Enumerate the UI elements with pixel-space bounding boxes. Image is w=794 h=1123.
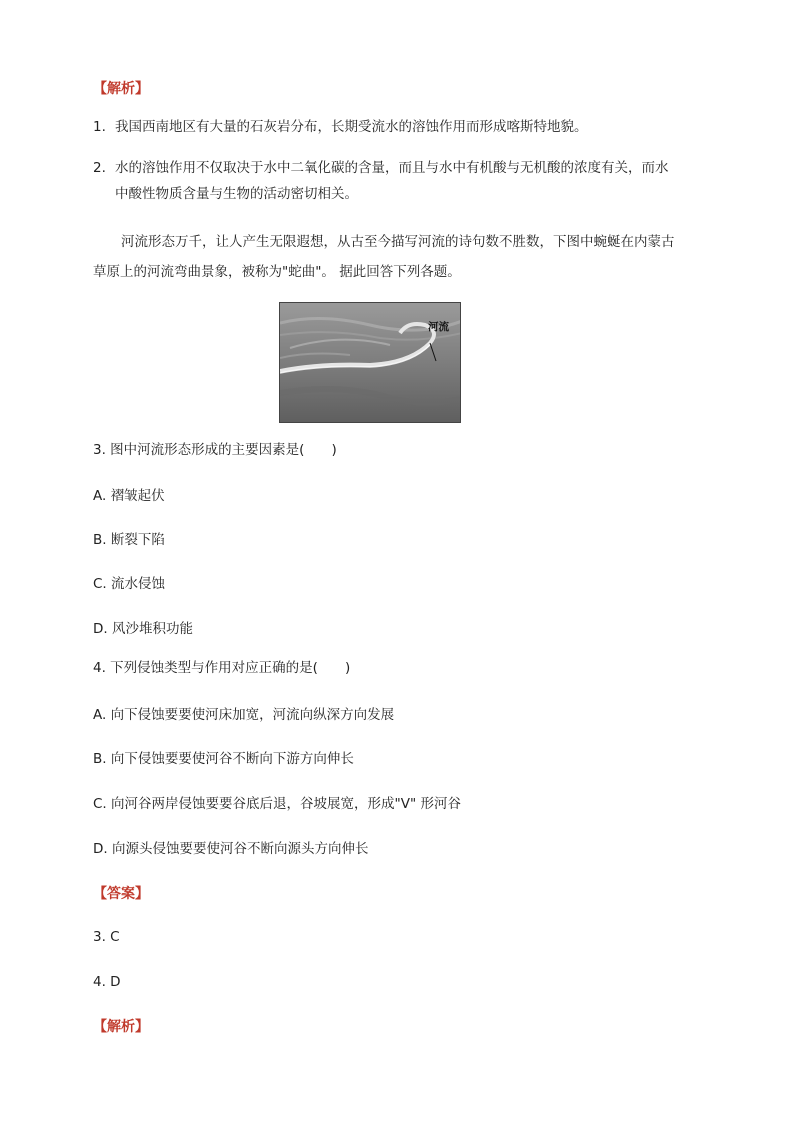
meander-river-figure — [279, 302, 461, 423]
analysis-item-2-continued: 中酸性物质含量与生物的活动密切相关。 — [115, 186, 358, 202]
question-3-stem: 3. 图中河流形态形成的主要因素是( ) — [93, 442, 337, 458]
question-4-stem: 4. 下列侵蚀类型与作用对应正确的是( ) — [93, 660, 351, 676]
analysis-item-2 — [93, 158, 669, 178]
q4-option-c: C. 向河谷两岸侵蚀要要谷底后退，谷坡展宽，形成"V" 形河谷 — [93, 796, 461, 812]
q4-option-b: B. 向下侵蚀要要使河谷不断向下游方向伸长 — [93, 751, 354, 767]
item-text: 我国西南地区有大量的石灰岩分布，长期受流水的溶蚀作用而形成喀斯特地貌。 — [115, 119, 588, 135]
q4-option-d: D. 向源头侵蚀要要使河谷不断向源头方向伸长 — [93, 841, 369, 857]
answer-heading: 【答案】 — [93, 886, 149, 902]
intro-line-1: 河流形态万千，让人产生无限遐想，从古至今描写河流的诗句数不胜数，下图中蜿蜒在内蒙古 — [121, 234, 675, 250]
q3-option-b: B. 断裂下陷 — [93, 532, 165, 548]
answer-item-4: 4. D — [93, 974, 121, 990]
item-text: 水的溶蚀作用不仅取决于水中二氧化碳的含量，而且与水中有机酸与无机酸的浓度有关，而水 — [115, 160, 669, 176]
analysis-heading-2: 【解析】 — [93, 1019, 149, 1035]
q3-option-c: C. 流水侵蚀 — [93, 576, 166, 592]
analysis-item-1 — [93, 117, 588, 137]
analysis-heading: 【解析】 — [93, 81, 149, 97]
item-number: 1. — [93, 119, 106, 135]
q3-option-d: D. 风沙堆积功能 — [93, 621, 193, 637]
item-number: 2. — [93, 160, 106, 176]
intro-line-2: 草原上的河流弯曲景象，被称为"蛇曲"。 据此回答下列各题。 — [93, 264, 461, 280]
answer-item-3: 3. C — [93, 929, 120, 945]
q4-option-a: A. 向下侵蚀要要使河床加宽，河流向纵深方向发展 — [93, 707, 395, 723]
q3-option-a: A. 褶皱起伏 — [93, 488, 165, 504]
river-label: 河流 — [428, 321, 449, 333]
